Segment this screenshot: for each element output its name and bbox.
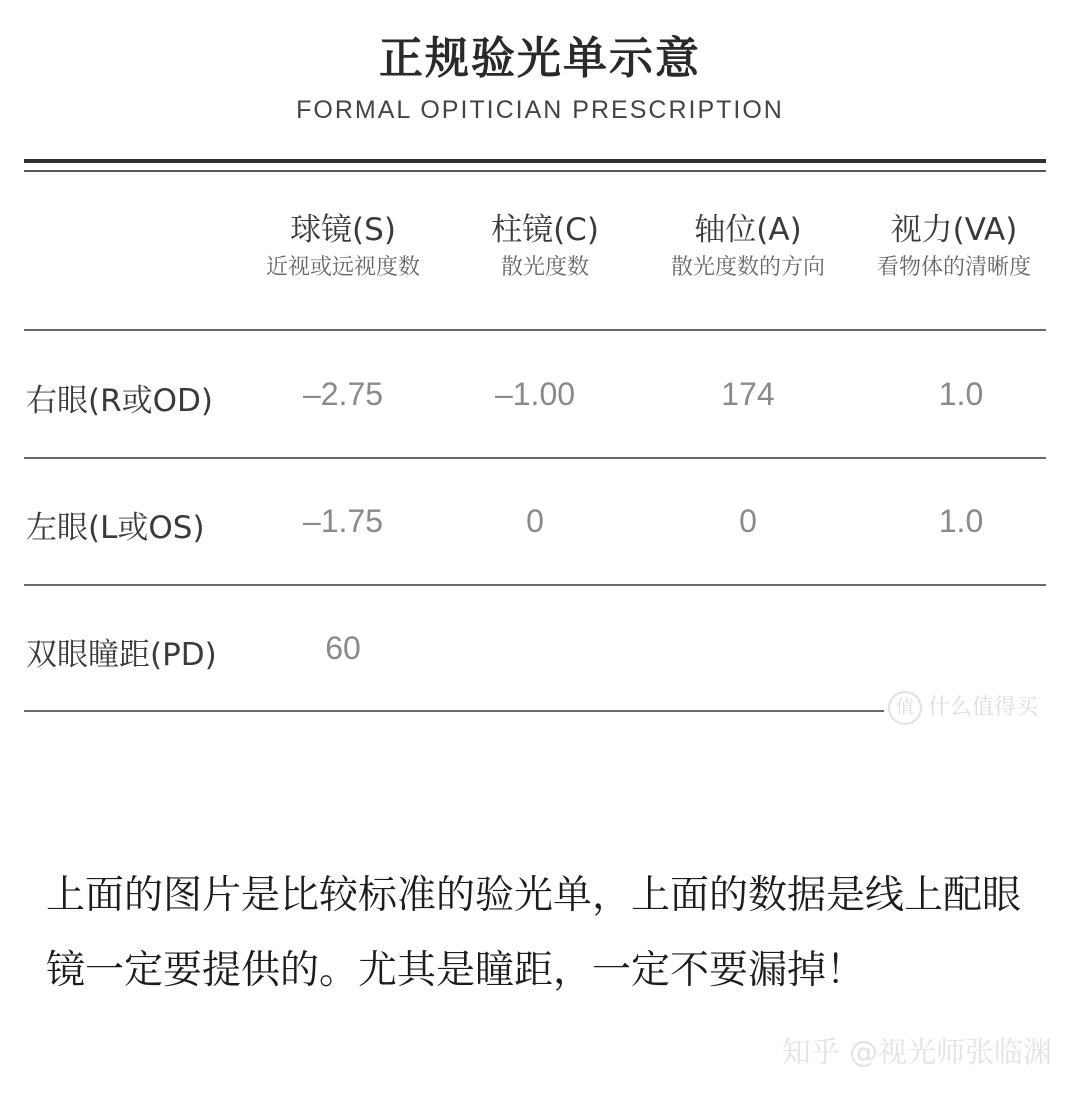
table-cell: 1.0 [938, 503, 984, 539]
column-header-axis [648, 210, 848, 286]
row-label-left-eye: 左眼(L或OS) [26, 510, 205, 546]
table-bottom-rule [24, 710, 884, 712]
table-cell: –1.00 [494, 376, 576, 412]
table-cell: –1.75 [302, 503, 384, 539]
table-cell: 0 [739, 503, 757, 539]
column-header-sphere [243, 210, 443, 286]
column-desc: 散光度数 [500, 255, 589, 280]
table-cell: 0 [526, 503, 544, 539]
top-rule-thin [24, 170, 1046, 172]
row-divider [24, 457, 1046, 459]
column-header-visual-acuity [854, 210, 1054, 286]
column-desc: 看物体的清晰度 [876, 255, 1031, 280]
column-header-cylinder [445, 210, 645, 286]
top-rule-thick [24, 159, 1046, 163]
table-cell: 60 [325, 630, 361, 666]
column-name: 轴位(A) [694, 212, 802, 248]
column-desc: 近视或远视度数 [265, 255, 420, 280]
column-name: 球镜(S) [290, 212, 396, 248]
body-paragraph: 上面的图片是比较标准的验光单，上面的数据是线上配眼镜一定要提供的。尤其是瞳距，一定不要漏掉！ [46, 873, 1022, 993]
row-label-pd: 双眼瞳距(PD) [26, 637, 217, 673]
row-divider [24, 584, 1046, 586]
column-desc: 散光度数的方向 [670, 255, 825, 280]
watermark-text: 什么值得买 [928, 695, 1039, 720]
column-name: 柱镜(C) [491, 212, 599, 248]
header-divider [24, 329, 1046, 331]
zhi-badge-icon: 值 [888, 691, 922, 725]
row-label-right-eye: 右眼(R或OD) [26, 383, 213, 419]
table-cell: 1.0 [938, 376, 984, 412]
table-cell: –2.75 [302, 376, 384, 412]
watermark-zhihu: 知乎 @视光师张临渊 [781, 1035, 1052, 1069]
table-cell: 174 [721, 376, 775, 412]
watermark-smzdm [884, 690, 1038, 725]
page-title: 正规验光单示意 [379, 33, 701, 84]
column-name: 视力(VA) [890, 212, 1018, 248]
page-subtitle: FORMAL OPITICIAN PRESCRIPTION [296, 96, 784, 124]
